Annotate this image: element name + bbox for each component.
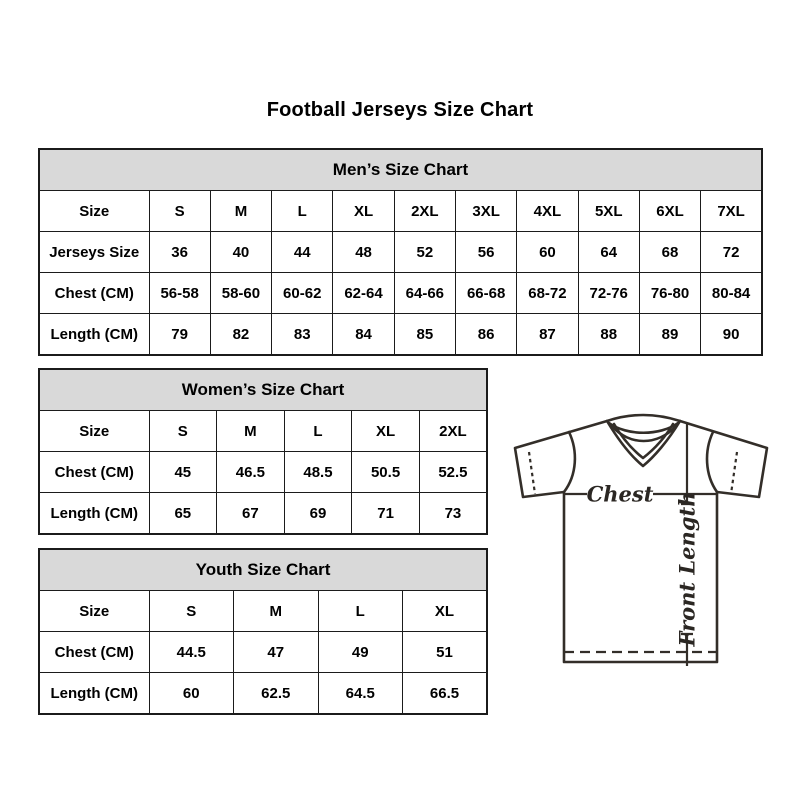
table-cell: XL	[403, 591, 488, 632]
table-row	[39, 232, 762, 273]
table-cell: 69	[284, 493, 352, 535]
table-cell: 86	[455, 314, 516, 356]
mens-size-table	[38, 148, 763, 356]
table-cell: 60	[149, 673, 234, 715]
row-label: Chest (CM)	[39, 273, 149, 314]
table-row	[39, 632, 487, 673]
table-cell: S	[149, 411, 217, 452]
table-cell: XL	[333, 191, 394, 232]
table-cell: 72-76	[578, 273, 639, 314]
row-label: Chest (CM)	[39, 632, 149, 673]
table-cell: 47	[234, 632, 319, 673]
table-cell: M	[217, 411, 285, 452]
row-label: Length (CM)	[39, 493, 149, 535]
table-cell: 48	[333, 232, 394, 273]
jersey-right-cuff-dashed-line	[731, 452, 737, 494]
table-cell: 60	[517, 232, 578, 273]
table-cell: 82	[210, 314, 271, 356]
table-cell: 40	[210, 232, 271, 273]
table-title-row	[39, 549, 487, 591]
table-cell: 62.5	[234, 673, 319, 715]
table-cell: 66.5	[403, 673, 488, 715]
table-cell: 3XL	[455, 191, 516, 232]
jersey-left-cuff-dashed-line	[529, 452, 535, 494]
row-label: Size	[39, 191, 149, 232]
table-cell: 5XL	[578, 191, 639, 232]
jersey-diagram-svg	[497, 393, 769, 678]
table-row	[39, 591, 487, 632]
row-label: Length (CM)	[39, 314, 149, 356]
table-cell: 7XL	[701, 191, 762, 232]
table-cell: 79	[149, 314, 210, 356]
table-cell: 2XL	[394, 191, 455, 232]
table-cell: 52	[394, 232, 455, 273]
table-title: Women’s Size Chart	[39, 369, 487, 411]
table-cell: XL	[352, 411, 420, 452]
table-cell: 58-60	[210, 273, 271, 314]
jersey-right-armhole-seam	[707, 432, 717, 492]
table-cell: 66-68	[455, 273, 516, 314]
page-title: Football Jerseys Size Chart	[266, 99, 534, 121]
table-cell: 67	[217, 493, 285, 535]
table-title: Youth Size Chart	[39, 549, 487, 591]
table-cell: 49	[318, 632, 403, 673]
table-cell: 45	[149, 452, 217, 493]
table-cell: 71	[352, 493, 420, 535]
table-cell: 51	[403, 632, 488, 673]
table-cell: 50.5	[352, 452, 420, 493]
youth-size-table	[38, 548, 488, 715]
table-cell: L	[318, 591, 403, 632]
table-cell: 6XL	[639, 191, 700, 232]
jersey-measurement-diagram	[497, 393, 769, 678]
table-cell: 36	[149, 232, 210, 273]
table-cell: 68-72	[517, 273, 578, 314]
table-cell: L	[284, 411, 352, 452]
table-cell: 64-66	[394, 273, 455, 314]
table-cell: 84	[333, 314, 394, 356]
table-cell: 56	[455, 232, 516, 273]
table-row	[39, 191, 762, 232]
table-cell: 2XL	[419, 411, 487, 452]
chest-label: Chest	[586, 481, 654, 507]
table-row	[39, 452, 487, 493]
row-label: Chest (CM)	[39, 452, 149, 493]
table-cell: L	[272, 191, 333, 232]
table-title-row	[39, 149, 762, 191]
table-cell: 52.5	[419, 452, 487, 493]
table-cell: 90	[701, 314, 762, 356]
table-cell: S	[149, 591, 234, 632]
row-label: Length (CM)	[39, 673, 149, 715]
table-cell: 76-80	[639, 273, 700, 314]
table-cell: 68	[639, 232, 700, 273]
table-title: Men’s Size Chart	[39, 149, 762, 191]
table-cell: 87	[517, 314, 578, 356]
row-label: Size	[39, 591, 149, 632]
womens-size-table	[38, 368, 488, 535]
front-length-label: Front Length	[674, 491, 700, 647]
table-title-row	[39, 369, 487, 411]
table-cell: 44	[272, 232, 333, 273]
jersey-collar-top	[607, 415, 680, 421]
table-cell: 80-84	[701, 273, 762, 314]
table-cell: 73	[419, 493, 487, 535]
table-cell: 60-62	[272, 273, 333, 314]
table-cell: S	[149, 191, 210, 232]
table-cell: 4XL	[517, 191, 578, 232]
table-cell: 64	[578, 232, 639, 273]
table-cell: M	[234, 591, 319, 632]
row-label: Jerseys Size	[39, 232, 149, 273]
table-cell: 72	[701, 232, 762, 273]
table-cell: 88	[578, 314, 639, 356]
table-cell: 64.5	[318, 673, 403, 715]
table-cell: 65	[149, 493, 217, 535]
table-row	[39, 314, 762, 356]
table-cell: 85	[394, 314, 455, 356]
table-cell: 62-64	[333, 273, 394, 314]
row-label: Size	[39, 411, 149, 452]
table-cell: 56-58	[149, 273, 210, 314]
table-cell: 48.5	[284, 452, 352, 493]
table-row	[39, 493, 487, 535]
table-cell: 44.5	[149, 632, 234, 673]
table-cell: 83	[272, 314, 333, 356]
table-row	[39, 673, 487, 715]
table-cell: M	[210, 191, 271, 232]
table-row	[39, 411, 487, 452]
table-cell: 46.5	[217, 452, 285, 493]
table-cell: 89	[639, 314, 700, 356]
table-row	[39, 273, 762, 314]
jersey-left-armhole-seam	[564, 432, 575, 492]
